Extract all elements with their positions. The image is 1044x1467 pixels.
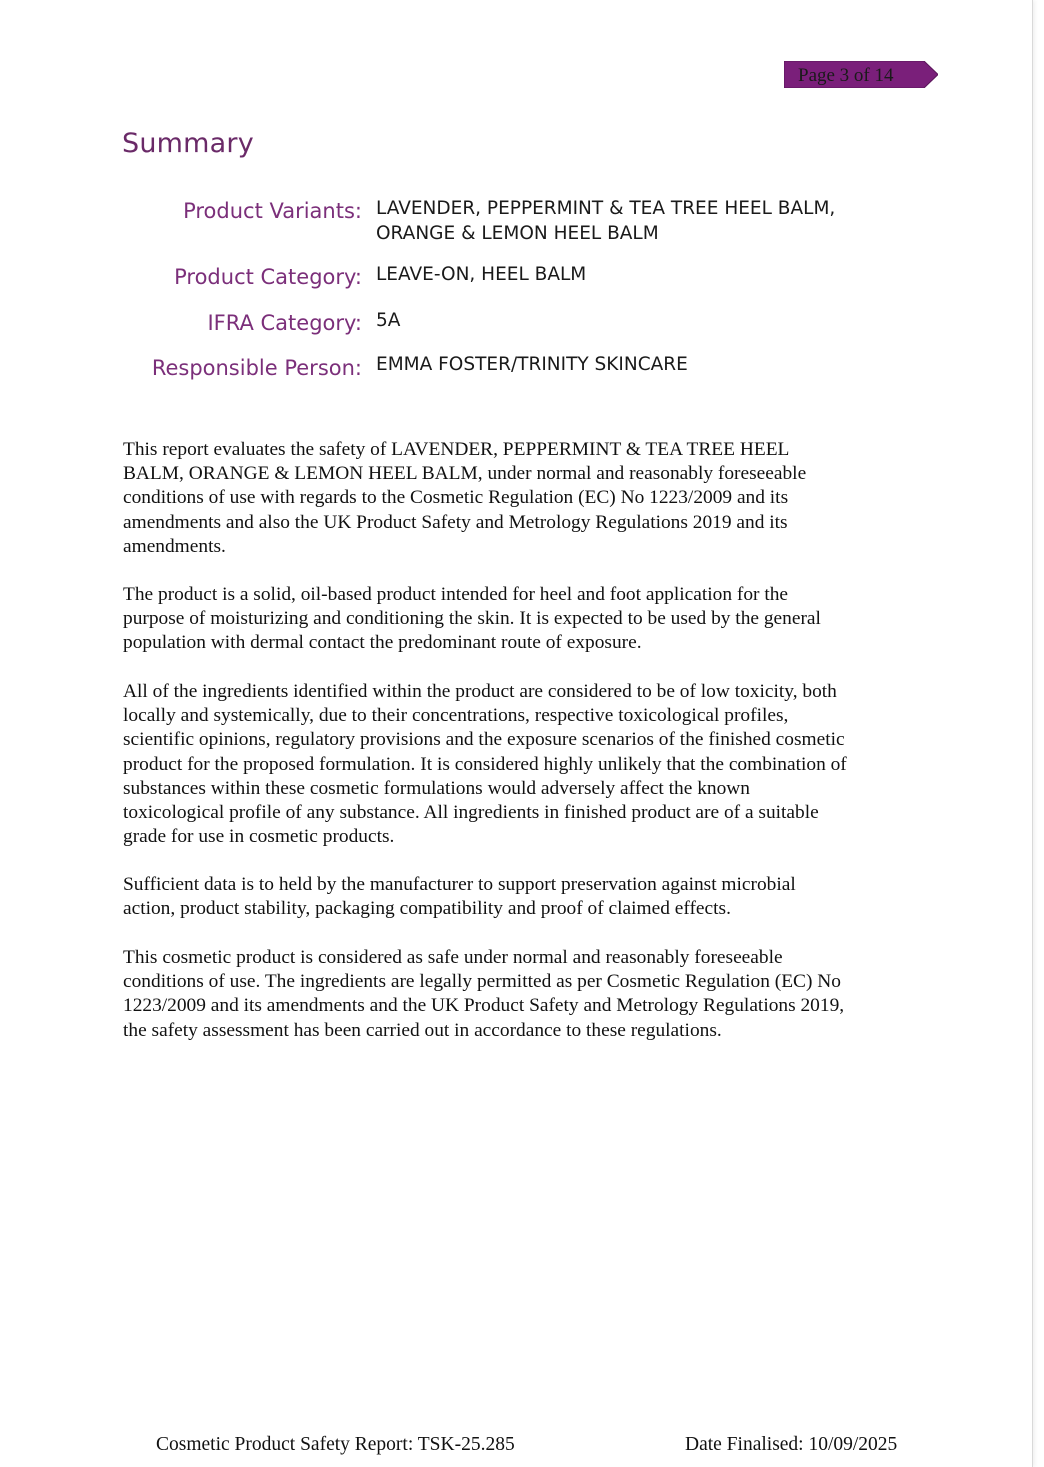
- field-label-responsible-person: Responsible Person:: [151, 356, 362, 380]
- paragraph-line: This report evaluates the safety of LAVENDER, PEPPERMINT & TEA TREE HEEL: [123, 439, 790, 460]
- paragraph-line: All of the ingredients identified within the product are considered to be of low toxicity, both: [123, 681, 837, 702]
- paragraph-data-held: [123, 873, 923, 921]
- field-value-product-variants: [376, 196, 835, 246]
- footer-date-finalised: Date Finalised: 10/09/2025: [685, 1434, 898, 1455]
- field-value-line: ORANGE & LEMON HEEL BALM: [376, 223, 659, 244]
- paragraph-line: conditions of use. The ingredients are legally permitted as per Cosmetic Regulation (EC) No: [123, 971, 841, 993]
- paragraph-line: purpose of moisturizing and conditioning the skin. It is expected to be used by the general: [123, 608, 821, 630]
- paragraph-line: grade for use in cosmetic products.: [123, 826, 395, 848]
- paragraph-line: 1223/2009 and its amendments and the UK Product Safety and Metrology Regulations 2019,: [123, 995, 845, 1017]
- paragraph-line: Sufficient data is to held by the manufacturer to support preservation against microbial: [123, 874, 796, 895]
- field-label-product-category: Product Category:: [174, 265, 362, 289]
- paragraph-conclusion: [123, 946, 923, 1043]
- paragraph-line: BALM, ORANGE & LEMON HEEL BALM, under normal and reasonably foreseeable: [123, 463, 807, 485]
- page-indicator-label: Page 3 of 14: [798, 65, 894, 86]
- paragraph-line: the safety assessment has been carried out in accordance to these regulations.: [123, 1019, 722, 1041]
- field-value-line: EMMA FOSTER/TRINITY SKINCARE: [376, 354, 688, 375]
- paragraph-line: The product is a solid, oil-based product intended for heel and foot application for the: [123, 584, 789, 605]
- paragraph-line: locally and systemically, due to their concentrations, respective toxicological profiles,: [123, 705, 789, 727]
- paragraph-product-description: [123, 583, 923, 656]
- field-value-line: LEAVE-ON, HEEL BALM: [376, 264, 587, 285]
- field-value-ifra-category: [376, 308, 400, 333]
- summary-title: Summary: [122, 128, 254, 159]
- field-value-responsible-person: [376, 352, 688, 377]
- page-indicator: [784, 61, 938, 88]
- field-value-line: LAVENDER, PEPPERMINT & TEA TREE HEEL BALM,: [376, 198, 836, 219]
- paragraph-line: population with dermal contact the predominant route of exposure.: [123, 632, 642, 654]
- paragraph-line: amendments and also the UK Product Safety and Metrology Regulations 2019 and its: [123, 511, 788, 533]
- paragraph-toxicity: [123, 680, 923, 849]
- paragraph-line: action, product stability, packaging compatibility and proof of claimed effects.: [123, 898, 731, 920]
- paragraph-line: amendments.: [123, 535, 226, 557]
- paragraph-line: conditions of use with regards to the Cosmetic Regulation (EC) No 1223/2009 and its: [123, 487, 789, 509]
- footer-report-reference: Cosmetic Product Safety Report: TSK-25.285: [156, 1434, 515, 1455]
- paragraph-scope: [123, 438, 923, 559]
- paragraph-line: product for the proposed formulation. It is considered highly unlikely that the combination of: [123, 753, 847, 775]
- field-label-product-variants: Product Variants:: [183, 199, 362, 223]
- paragraph-line: toxicological profile of any substance. All ingredients in finished product are of a suitable: [123, 802, 819, 824]
- paragraph-line: substances within these cosmetic formulations would adversely affect the known: [123, 777, 750, 799]
- field-label-ifra-category: IFRA Category:: [207, 311, 362, 335]
- field-value-line: 5A: [376, 310, 401, 331]
- paragraph-line: scientific opinions, regulatory provisions and the exposure scenarios of the finished cosmetic: [123, 729, 845, 751]
- field-value-product-category: [376, 262, 586, 287]
- paragraph-line: This cosmetic product is considered as safe under normal and reasonably foreseeable: [123, 947, 783, 968]
